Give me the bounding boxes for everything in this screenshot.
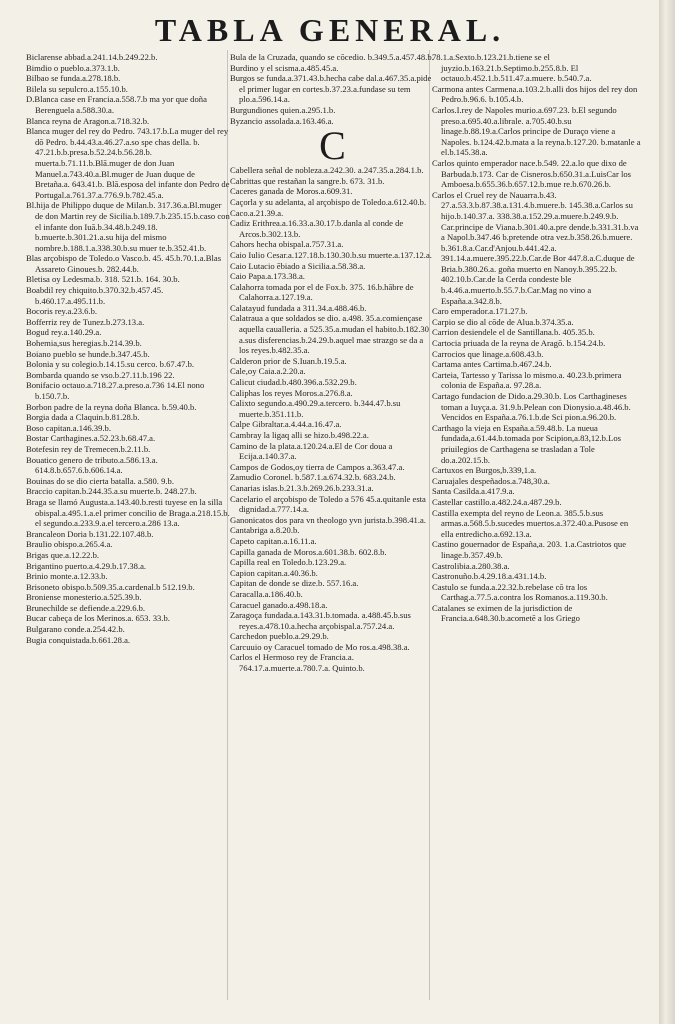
index-column-2 bbox=[230, 52, 435, 1007]
index-entry: Bucar cabeça de los Merinos.a. 653. 33.b. bbox=[26, 613, 170, 624]
index-entry: Carrocios que linage.a.608.43.b. bbox=[432, 348, 544, 359]
index-entry: Carcuuio oy Caracuel tomado de Mo ros.a.498.38.a. bbox=[230, 641, 410, 652]
index-column-1 bbox=[26, 52, 231, 1007]
index-entry: Zaragoça fundada.a.143.31.b.tomada. a.488.45.b.sus reyes.a.478.10.a.hecha arçobispal.a.757.24.a. bbox=[230, 610, 411, 631]
index-entry: Boso capitan.a.146.39.b. bbox=[26, 422, 111, 433]
index-entry: Cabrittas que restañan la sangre.b. 673. 31.b. bbox=[230, 175, 385, 186]
index-entry: Boabdil rey chiquito.b.370.32.b.457.45. b.460.17.a.495.11.b. bbox=[26, 285, 164, 306]
index-entry: Bletisa oy Ledesma.b. 318. 521.b. 164. 30.b. bbox=[26, 274, 180, 285]
index-entry: Caruajales despeñados.a.748,30.a. bbox=[432, 475, 550, 486]
index-entry: Calixto segundo.a.490.29.a.tercero. b.344.47.b.su muerte.b.351.11.b. bbox=[230, 398, 401, 419]
index-entry: Bilela su sepulcro.a.155.10.b. bbox=[26, 83, 128, 94]
index-entry: Bogud rey.a.140.29.a. bbox=[26, 327, 102, 338]
index-entry: Cacelario el arçobispo de Toledo a 576 45.a.quitanle esta dignidad.a.777.14.a. bbox=[230, 493, 426, 515]
index-entry: Bouinas do se dio cierta batalla. a.580. 9.b. bbox=[26, 475, 174, 486]
index-entry: Bilbao se funda.a.278.18.b. bbox=[26, 73, 121, 84]
page-title: TABLA GENERAL. bbox=[154, 12, 506, 48]
index-entry: Carteia, Tartesso y Tarissa lo mismo.a. 40.23.b.primera colonia de España.a. 97.28.a. bbox=[432, 369, 622, 391]
index-column-3 bbox=[432, 52, 642, 1007]
index-entry: Calahorra tomada por el de Fox.b. 375. 16.b.hābre de Calahorra.a.127.19.a. bbox=[230, 281, 414, 303]
index-entry: Bolonia y su colegio.b.14.15.su cerco. b.67.47.b. bbox=[26, 359, 195, 370]
index-entry: Cambray la ligaq alli se hizo.b.498.22.a. bbox=[230, 430, 369, 440]
index-entry: Caio Lutacio ēbiado a Sicilia.a.58.38.a. bbox=[230, 260, 366, 271]
index-entry: Cadiz Erithrea.a.16.33.a.30.17.b.danla al conde de Arcos.b.302.13.b. bbox=[230, 218, 404, 239]
index-entry: Bocoris rey.a.23.6.b. bbox=[26, 306, 98, 317]
index-entry: Cartuxos en Burgos,b.339,1.a. bbox=[432, 465, 537, 476]
index-entry: Bimdio o pueblo.a.373.1.b. bbox=[26, 62, 120, 73]
index-entry: Campos de Godos,oy tierra de Campos a.363.47.a. bbox=[230, 461, 405, 472]
index-entry: Castronuño.b.4.29.18.a.431.14.b. bbox=[432, 571, 547, 582]
index-entry: Brunechilde se defiende.a.229.6.b. bbox=[26, 602, 146, 613]
index-entry: Carchedon pueblo.a.29.29.b. bbox=[230, 631, 329, 642]
index-entry: Caio Iulio Cesar.a.127.18.b.130.30.b.su muerte.a.137.12.a. bbox=[230, 249, 432, 260]
index-entry: Caracuel ganado.a.498.18.a. bbox=[230, 599, 328, 610]
index-entry: Caçorla y su adelanta, al arçobispo de Toledo.a.612.40.b. bbox=[230, 196, 427, 207]
index-entry: Capion capitan.a.40.36.b. bbox=[230, 567, 318, 578]
index-entry: Blanca reyna de Aragon.a.718.32.b. bbox=[26, 115, 150, 126]
index-entry: Castino gouernador de España,a. 203. 1.a.Castriotos que linage.b.357.49.b. bbox=[432, 539, 627, 560]
index-entry: Bl.hija de Philippo duque de Milan.b. 317.36.a.Bl.muger de don Martin rey de Sicilia.b.189.7.b.235.15.b.caso con el infante don Iuā.b.34.48.b.249.18. b.muerte.b.301.21.a.su hija del mismo nombre.b.188.1.a.338.30.b.su muer te.b.352.41.b. bbox=[26, 200, 230, 253]
index-entry: Capilla real en Toledo.b.123.29.a. bbox=[230, 557, 347, 568]
index-entry: Carmona antes Carmena.a.103.2.b.alli dos hijos del rey don Pedro.b.96.6. b.105.4.b. bbox=[432, 83, 638, 105]
index-entry: Cartocia priuada de la reyna de Aragō. b.154.24.b. bbox=[432, 338, 606, 349]
index-entry: Byzancio assolada.a.163.46.a. bbox=[230, 115, 334, 126]
index-entry: Blanca muger del rey do Pedro. 743.17.b.La muger del rey dō Pedro. b.44.43.a.46.27.a.so spe chas della. b. 47.21.b.b.presa.b.52.24.b.56.28.b. muerta.b.71.11.b.Blā.muger de don Juan Manuel.a.743.40.a.Bl.muger de Juan duque de Bretaña.a. 643.41.b. Blā.esposa del infante don Pedro de Portugal.a.761.37.a.776.9.b.782.45.a. bbox=[26, 126, 230, 200]
index-entry: Botefesin rey de Tremecen.b.2.11.b. bbox=[26, 443, 151, 454]
index-entry: Brinio monte.a.12.33.b. bbox=[26, 571, 108, 582]
index-entry: Boiano pueblo se hunde.b.347.45.b. bbox=[26, 348, 150, 359]
index-entry: Burdino y el scisma.a.485.45.a. bbox=[230, 62, 339, 73]
index-entry: Bombarda quando se vso.b.27.11.b.196 22. bbox=[26, 369, 175, 380]
index-entry: Caco.a.21.39.a. bbox=[230, 207, 284, 218]
index-entry: Brisoneto obispo.b.509.35.a.cardenal.b 512.19.b. bbox=[26, 581, 195, 592]
index-entry: Carlos.I.rey de Napoles murio.a.697.23. b.El segundo preso.a.695.40.a.librale. a.705.40.b.su linage.b.88.19.a.Carlos principe de Duraço viene a Napoles. b.124.42.b.mata a la reyna.b.127.20. b.matanle a el.b.145.38.a. bbox=[432, 104, 641, 158]
index-entry: Brancaleon Doria b.131.22.107.48.b. bbox=[26, 528, 154, 539]
index-entry: Cartama antes Cartima.b.467.24.b. bbox=[432, 359, 552, 370]
index-entry: D.Blanca case en Francia.a.558.7.b ma yor que doña Berenguela a.588.30.a. bbox=[26, 94, 207, 115]
index-entry: Bula de la Cruzada, quando se cōcedio. b.349.5.a.457.48.b. bbox=[230, 52, 434, 62]
index-entry: Broniense monesterio.a.525.39.b. bbox=[26, 592, 142, 603]
index-entry: Braga se llamó Augusta.a.143.40.b.resti tuyese en la silla obispal.a.495.1.a.el primer concilio de Braga.a.218.15.b. el segundo.a.233.9.a.el tercero.a.286 13.a. bbox=[26, 496, 230, 529]
index-entry: Caracalla.a.186.40.b. bbox=[230, 588, 303, 599]
index-entry: Caceres ganada de Moros.a.609.31. bbox=[230, 186, 353, 197]
index-entry: Carpio se dio al cōde de Alua.b.374.35.a. bbox=[432, 316, 574, 327]
index-entry: Camino de la plata.a.120.24.a.El de Cor doua a Ecija.a.140.37.a. bbox=[230, 440, 393, 462]
index-entry: Castellar castillo.a.482.24.a.487.29.b. bbox=[432, 496, 562, 507]
index-entry: Calicut ciudad.b.480.396.a.532.29.b. bbox=[230, 377, 357, 388]
index-entry: Canarias islas.b.21.3.b.269.26.b.233.31.a. bbox=[230, 482, 374, 493]
index-entry: Caliphas los reyes Moros.a.276.8.a. bbox=[230, 387, 353, 398]
index-entry: Calpe Gibraltar.a.4.44.a.16.47.a. bbox=[230, 419, 342, 430]
section-letter: C bbox=[319, 123, 346, 169]
index-entry: Castulo se funda.a.22.32.b.rebelase cō tra los Carthag.a.77.5.a.contra los Romanos.a.119.30.b. bbox=[432, 581, 608, 603]
index-entry: Cahors hecha obispal.a.757.31.a. bbox=[230, 239, 344, 250]
index-entry: Catalanes se eximen de la jurisdiction de Francia.a.648.30.b.acometē a los Griego bbox=[432, 602, 580, 624]
index-entry: Calatayud fundada a 311.34.a.488.46.b. bbox=[230, 302, 367, 313]
index-entry: Bugia conquistada.b.661.28.a. bbox=[26, 634, 131, 645]
index-entry: Braulio obispo.a.265.4.a. bbox=[26, 539, 113, 550]
index-entry: Carlos quinto emperador nace.b.549. 22.a.lo que dixo de Barbuda.b.173. Car de Cisneros.b.650.31.a.LuisCar los Amboesa.b.655.36.b.657.12.b.mue re.b.670.26.b. bbox=[432, 157, 631, 190]
index-entry: Carlos el Hermoso rey de Francia.a. 764.17.a.muerte.a.780.7.a. Quinto.b. bbox=[230, 652, 365, 674]
index-entry: Caro emperador.a.171.27.b. bbox=[432, 306, 528, 317]
index-entry: Caio Papa.a.173.38.a. bbox=[230, 271, 305, 282]
index-entry: Bofferriz rey de Tunez.b.273.13.a. bbox=[26, 316, 145, 327]
index-entry: Capitan de donde se dize.b. 557.16.a. bbox=[230, 578, 359, 589]
index-entry: Bonifacio octauo.a.718.27.a.preso.a.736 14.El nono b.150.7.b. bbox=[26, 380, 205, 401]
index-entry: Zamudio Coronel. b.587.1.a.674.32.b. 683.24.b. bbox=[230, 472, 396, 483]
index-entry: Burgundiones quien.a.295.1.b. bbox=[230, 104, 336, 115]
index-entry: Bostar Carthagines.a.52.23.b.68.47.a. bbox=[26, 433, 156, 444]
index-entry: Castilla exempta del reyno de Leon.a. 385.5.b.sus armas.a.568.5.b.sucedes muertos.a.372.40.a.Pusose en ella entredicho.a.692.13.a. bbox=[432, 507, 629, 539]
index-entry: Borbon padre de la reyna doña Blanca. b.59.40.b. bbox=[26, 401, 197, 412]
index-entry: Carrion desiendele el de Santillana.b. 405.35.b. bbox=[432, 327, 595, 338]
index-entry: Braccio capitan.b.244.35.a.su muerte.b. 248.27.b. bbox=[26, 486, 197, 497]
index-entry: Biclarense abbad.a.241.14.b.249.22.b. bbox=[26, 52, 158, 62]
index-entry: Cartago fundacion de Dido.a.29.30.b. Los Carthagineses toman a Iuyça.a. 31.9.b.Pelean con Dionysio.a.48.46.b. Vencidos en España.a.76.1.b.de Sci pion.a.96.20.b. bbox=[432, 391, 631, 423]
index-entry: Carlos el Cruel rey de Nauarra.b.43. 27.a.53.3.b.87.38.a.131.4.b.muere.b. 145.38.a.Carlos su hijo.b.140.37.a. 338.38.a.152.29.a.muere.b.249.9.b. Car.principe de Viana.b.301.40.a.pre dende.b.331.31.b.va a Napol.b.347.46 b.pretende otra vez.b.358.26.b.muere. b.361.8.a.Car.d'Anjou.b.441.42.a. 391.14.a.muere.395.22.b.Car.de Bor 447.8.a.C.duque de Bria.b.380.26.a. goña muerto en Nanoy.b.395.22.b. 402.10.b.Car.de la Cerda condeste ble b.4.46.a.muerto.b.55.7.b.Car.Mag no vino a España.a.342.8.b. bbox=[432, 189, 639, 306]
index-entry: Bohemia,sus heregias.b.214.39.b. bbox=[26, 338, 142, 349]
index-entry: Castrolibia.a.280.38.a. bbox=[432, 560, 510, 571]
index-entry: Calderon prior de S.Iuan.b.19.5.a. bbox=[230, 355, 347, 366]
index-entry: Santa Casilda.a.417.9.a. bbox=[432, 486, 515, 497]
index-entry: Blas arçobispo de Toledo.o Vasco.b. 45. 45.b.70.1.a.Blas Assareto Ginoues.b. 282.44.b. bbox=[26, 253, 222, 274]
index-entry: Calatraua a que soldados se dio. a.498. 35.a.comiençase aquella caualleria. a 525.35.a.mudan el habito.b.182.30 a.sus disferencias.b.24.29.b.aquel mae strazgo se da a los reyes.b.482.35.a. bbox=[230, 313, 429, 356]
index-entry: Burgos se funda.a.371.43.b.hecha cabe dal.a.467.35.a.pide el primer lugar en cortes.b.37.23.a.fundase su tem plo.a.596.14.a. bbox=[230, 73, 432, 105]
index-entry: Cantabriga a.8.20.b. bbox=[230, 525, 300, 536]
index-entry: Ganonicatos dos para vn theologo yvn jurista.b.398.41.a. bbox=[230, 514, 426, 525]
index-entry: Brigas que.a.12.22.b. bbox=[26, 549, 100, 560]
index-entry: Capeto capitan.a.16.11.a. bbox=[230, 535, 317, 546]
page-gutter bbox=[659, 0, 675, 1024]
index-entry: Brigantino puerto.a.4.29.b.17.38.a. bbox=[26, 560, 147, 571]
index-entry: Capilla ganada de Moros.a.601.38.b. 602.8.b. bbox=[230, 546, 387, 557]
index-entry: 78.1.a.Sexto.b.123.21.b.tiene se el juyzio.b.163.21.b.Septimo.b.255.8.b. El octauo.b.452.1.b.511.47.a.muere. b.540.7.a. bbox=[432, 52, 592, 84]
index-entry: Borgia dada a Claquin.b.81.28.b. bbox=[26, 412, 140, 423]
index-entry: Cabellera señal de nobleza.a.242.30. a.247.35.a.284.1.b. bbox=[230, 165, 424, 176]
index-entry: Bouatico genero de tributo.a.586.13.a. 614.8.b.657.6.b.606.14.a. bbox=[26, 454, 158, 476]
index-entry: Cale,oy Caia.a.2.20.a. bbox=[230, 366, 306, 377]
index-entry: Carthago la vieja en España.a.59.48.b. La nueua fundada,a.61.44.b.tomada por Scipion,a.83,12.b.Los priuilegios de Carthagena se trasladan a Tole do.a.202.15.b. bbox=[432, 422, 621, 465]
index-entry: Bulgarano conde.a.254.42.b. bbox=[26, 624, 125, 635]
